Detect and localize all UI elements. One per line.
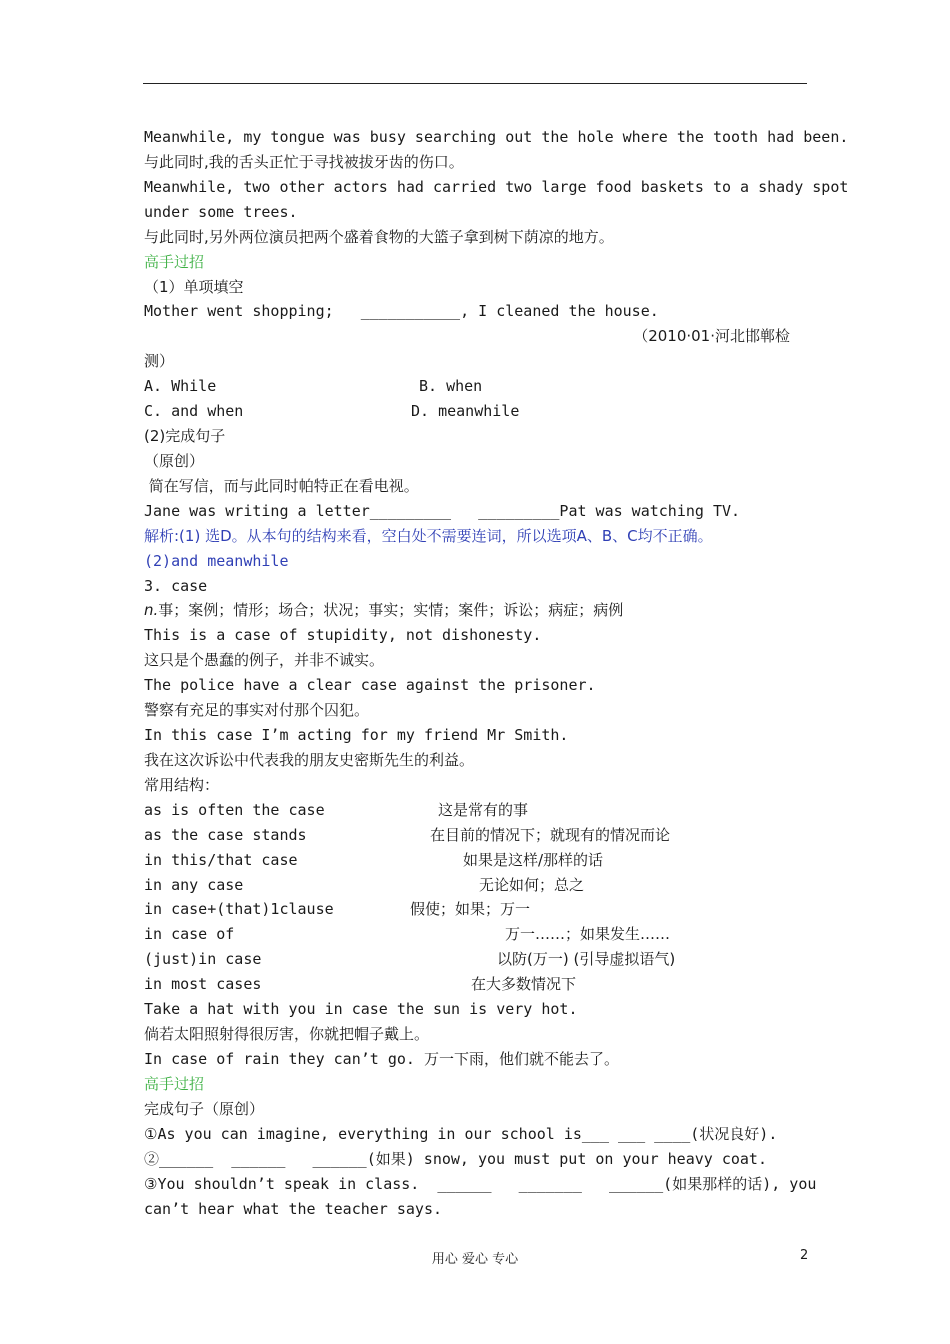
structure-en: as is often the case [144, 801, 325, 819]
text-line: 简在写信，而与此同时帕特正在看电视。 [144, 477, 419, 495]
page-number: 2 [800, 1248, 809, 1263]
source-note: （2010·01·河北邯郸检 [633, 327, 790, 345]
structure-en: in case+(that)1clause [144, 900, 334, 918]
definition-text: 事；案例；情形；场合；状况；事实；实情；案件；诉讼；病症；病例 [158, 601, 624, 619]
structure-en: in most cases [144, 975, 262, 993]
exercise-line: ②______ ______ ______(如果) snow, you must put on your heavy coat. [144, 1150, 767, 1168]
definition-line [144, 600, 623, 620]
option-a: A. While [144, 377, 217, 395]
text-line: Meanwhile, two other actors had carried two large food baskets to a shady spot [144, 178, 849, 196]
structure-zh: 在目前的情况下；就现有的情况而论 [430, 826, 671, 844]
structure-en: as the case stands [144, 826, 307, 844]
text-line: under some trees. [144, 203, 298, 221]
option-d: D. meanwhile [411, 402, 520, 420]
section-heading: 高手过招 [144, 253, 205, 271]
text-line: 这只是个愚蠢的例子，并非不诚实。 [144, 651, 385, 669]
exercise-line: ③You shouldn’t speak in class. ______ _______ ______(如果那样的话), you [144, 1175, 817, 1193]
structure-en: (just)in case [144, 950, 262, 968]
structure-zh: 万一……；如果发生…… [505, 925, 671, 943]
text-line: 我在这次诉讼中代表我的朋友史密斯先生的利益。 [144, 751, 475, 769]
structure-en: in any case [144, 876, 244, 894]
text-line: Meanwhile, my tongue was busy searching out the hole where the tooth had been. [144, 128, 849, 146]
text-line: （1）单项填空 [144, 278, 244, 296]
section-heading: 高手过招 [144, 1075, 205, 1093]
text-line: In this case I’m acting for my friend Mr Smith. [144, 726, 569, 744]
structure-zh: 假使；如果；万一 [410, 900, 531, 918]
option-c: C. and when [144, 402, 244, 420]
pos-label: n. [144, 601, 159, 619]
text-line: 与此同时,另外两位演员把两个盛着食物的大篮子拿到树下荫凉的地方。 [144, 228, 614, 246]
structure-zh: 这是常有的事 [438, 801, 529, 819]
structure-zh: 在大多数情况下 [471, 975, 577, 993]
exercise-line: ①As you can imagine, everything in our school is___ ___ ____(状况良好). [144, 1125, 778, 1143]
source-note-cont: 测） [144, 352, 175, 370]
exercise-line: can’t hear what the teacher says. [144, 1200, 443, 1218]
text-line: （原创） [144, 452, 205, 470]
header-rule [143, 83, 807, 84]
text-line: 常用结构： [144, 776, 220, 794]
text-line: 与此同时,我的舌头正忙于寻找被拔牙齿的伤口。 [144, 153, 464, 171]
text-line: 完成句子（原创） [144, 1100, 265, 1118]
answer-line: (2)and meanwhile [144, 552, 289, 570]
text-line: Take a hat with you in case the sun is very hot. [144, 1000, 578, 1018]
text-line: (2)完成句子 [144, 427, 226, 445]
option-b: B. when [419, 377, 483, 395]
answer-line: 解析:(1) 选D。从本句的结构来看，空白处不需要连词，所以选项A、B、C均不正确。 [144, 527, 713, 545]
entry-heading: 3. case [144, 577, 208, 595]
structure-zh: 如果是这样/那样的话 [463, 851, 604, 869]
footer-text: 用心 爱心 专心 [431, 1252, 519, 1267]
text-line: The police have a clear case against the prisoner. [144, 676, 596, 694]
text-line: In case of rain they can’t go. 万一下雨，他们就不能去了。 [144, 1050, 619, 1068]
structure-zh: 无论如何；总之 [479, 876, 585, 894]
question-line: Mother went shopping; ___________, I cleaned the house. [144, 302, 659, 320]
structure-zh: 以防(万一) (引导虚拟语气) [497, 950, 676, 968]
question-line: Jane was writing a letter_________ _________Pat was watching TV. [144, 502, 741, 520]
structure-en: in this/that case [144, 851, 298, 869]
text-line: This is a case of stupidity, not dishonesty. [144, 626, 542, 644]
structure-en: in case of [144, 925, 235, 943]
text-line: 倘若太阳照射得很厉害，你就把帽子戴上。 [144, 1025, 430, 1043]
text-line: 警察有充足的事实对付那个囚犯。 [144, 701, 370, 719]
